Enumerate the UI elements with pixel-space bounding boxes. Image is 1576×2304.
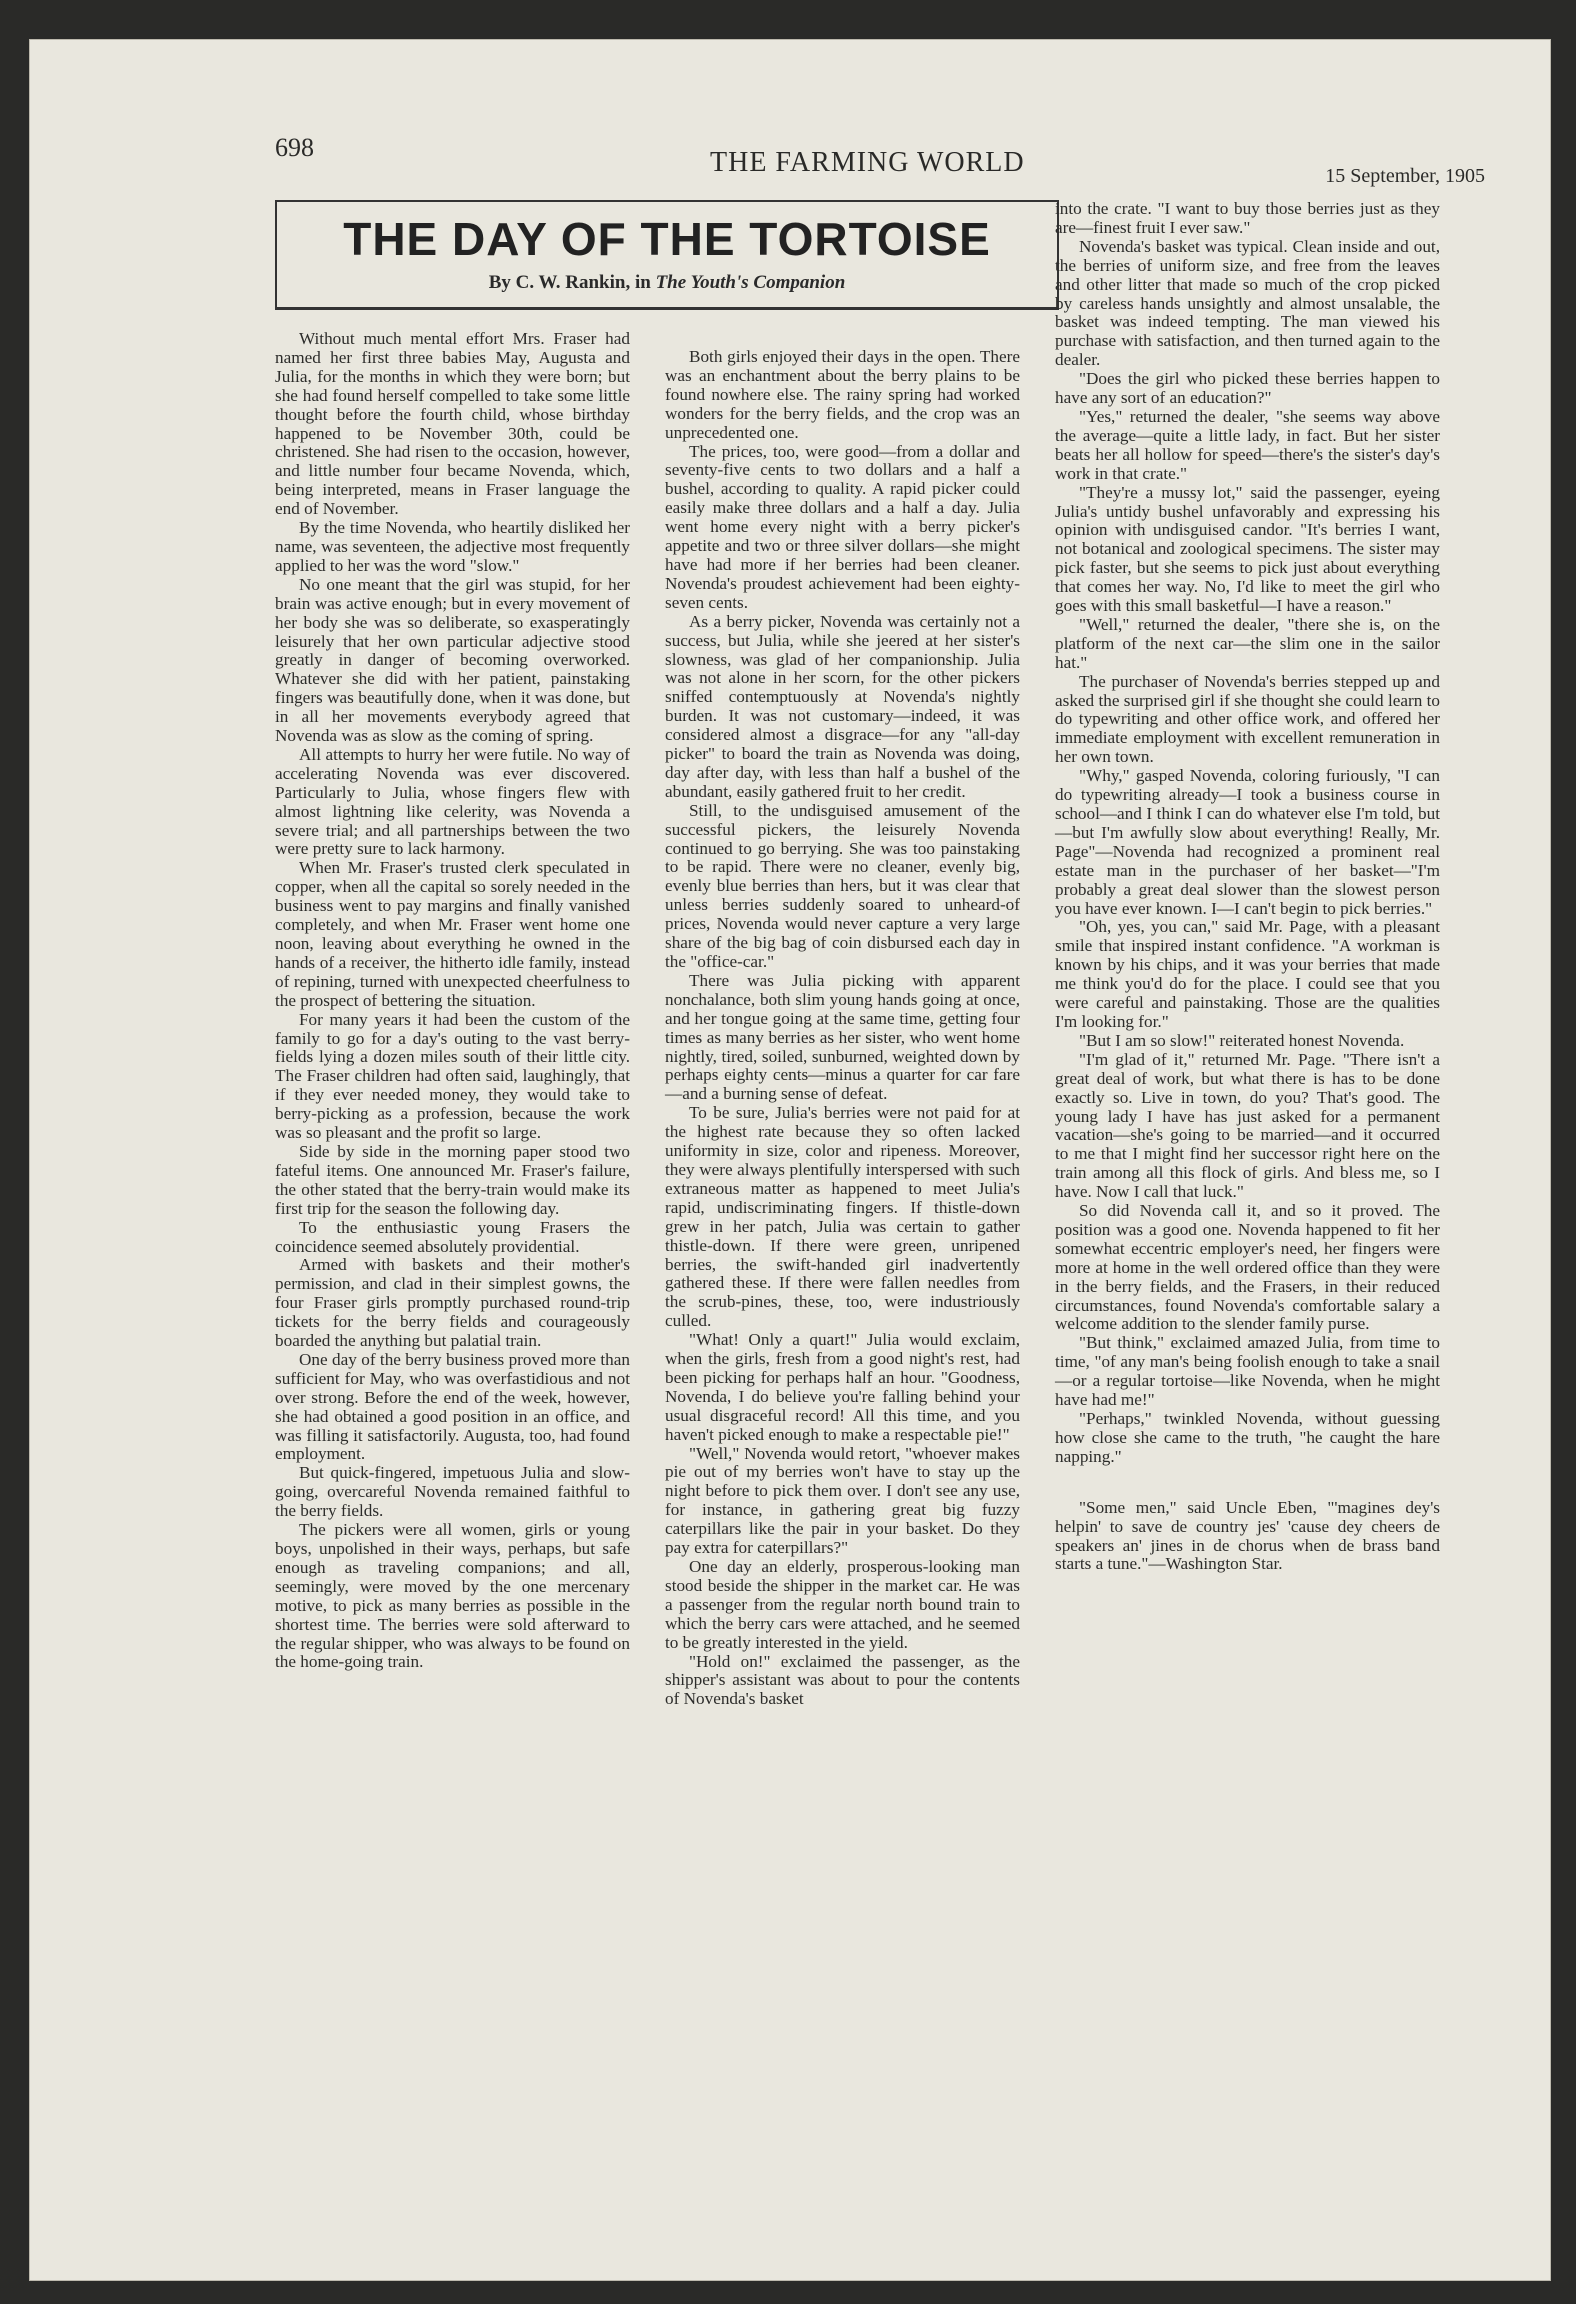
paragraph: To be sure, Julia's berries were not paid for at the highest rate because they so often lacked uniformity in size, color and ripeness. Moreover, they were always plentifully interspersed with such extraneous matter as happened to meet Julia's rapid, undiscriminating fingers. If thistle-down grew in her patch, Julia was certain to gather thistle-down. If there were green, unripened berries, the swift-handed girl inadvertently gathered these. If there were fallen needles from the scrub-pines, these, too, were industriously culled. <box>665 1103 1020 1331</box>
paragraph: Armed with baskets and their mother's permission, and clad in their simplest gowns, the four Fraser girls promptly purchased round-trip tickets for the berry fields and courageously boarded the anything but palatial train. <box>275 1255 630 1351</box>
paragraph: "I'm glad of it," returned Mr. Page. "There isn't a great deal of work, but what there is has to be done exactly so. Live in town, do you? That's good. The young lady I have has just asked for a permanent vacation—she's going to be married—and it occurred to me that I might find her successor right here on the train among all this flock of girls. And bless me, so I have. Now I call that luck." <box>1055 1049 1440 1202</box>
paragraph: No one meant that the girl was stupid, for her brain was active enough; but in every movement of her body she was so deliberate, so exasperatingly leisurely that her own particular adjective stood greatly in danger of becoming overworked. Whatever she did with her patient, painstaking fingers was beautifully done, when it was done, but in all her movements everybody agreed that Novenda was as slow as the coming of spring. <box>275 574 630 746</box>
paragraph: "They're a mussy lot," said the passenger, eyeing Julia's untidy bushel unfavorably and expressing his opinion with undisguised candor. "It's berries I want, not botanical and zoological specimens. The sister may pick faster, but she seems to pick just about everything that comes her way. No, I'd like to meet the girl who goes with this small basketful—I have a reason." <box>1055 482 1440 616</box>
paragraph: So did Novenda call it, and so it proved. The position was a good one. Novenda happened to fit her somewhat eccentric employer's need, her fingers were more at home in the well ordered office than they were in the berry fields, and the Frasers, in their reduced circumstances, found Novenda's comfortable salary a welcome addition to the slender family purse. <box>1055 1201 1440 1334</box>
paragraph: By the time Novenda, who heartily disliked her name, was seventeen, the adjective most frequently applied to her was the word "slow." <box>275 518 630 575</box>
page-header <box>275 105 1485 187</box>
paragraph: For many years it had been the custom of the family to go for a day's outing to the vast berry-fields lying a dozen miles south of their little city. The Fraser children had often said, laughingly, that if they ever needed money, they would take to berry-picking as a profession, because the work was so pleasant and the profit so large. <box>275 1009 630 1143</box>
paragraph: When Mr. Fraser's trusted clerk speculated in copper, when all the capital so sorely needed in the business went to pay margins and finally vanished completely, and when Mr. Fraser went home one noon, leaving about everything he owned in the hands of a receiver, the hitherto idle family, instead of repining, turned with unexpected cheerfulness to the prospect of bettering the situation. <box>275 858 630 1010</box>
byline <box>277 272 1057 294</box>
paragraph: The purchaser of Novenda's berries stepped up and asked the surprised girl if she thought she could learn to do typewriting and other office work, and offered her immediate employment with excellent remuneration in her own town. <box>1055 671 1440 767</box>
paragraph: "Perhaps," twinkled Novenda, without guessing how close she came to the truth, "he caught the hare napping." <box>1055 1409 1440 1466</box>
paragraph: "Why," gasped Novenda, coloring furiously, "I can do typewriting already—I took a business course in school—and I think I can do whatever else I'm told, but—but I'm awfully slow about everything! Really, Mr. Page"—Novenda had recognized a prominent real estate man in the purchaser of her basket—"I'm probably a great deal slower than the slowest person you have ever known. I—I can't begin to pick berries." <box>1055 766 1440 918</box>
magazine-title: THE FARMING WORLD <box>710 147 1025 178</box>
page-number: 698 <box>275 133 314 162</box>
issue-date: 15 September, 1905 <box>1325 165 1485 187</box>
paragraph: Still, to the undisguised amusement of the successful pickers, the leisurely Novenda continued to go berrying. She was too painstaking to be rapid. There were no cleaner, evenly big, evenly blue berries than hers, but it was clear that unless berries suddenly soared to unheard-of prices, Novenda would never capture a very large share of the big bag of coin disbursed each day in the "office-car." <box>665 800 1020 971</box>
paragraph: "Hold on!" exclaimed the passenger, as the shipper's assistant was about to pour the contents of Novenda's basket <box>665 1651 1020 1709</box>
paragraph: "Well," Novenda would retort, "whoever makes pie out of my berries won't have to stay up the night before to pick them over. I don't see any use, for instance, in gathering great big fuzzy caterpillars like the pair in your basket. Do they pay extra for caterpillars?" <box>665 1443 1020 1558</box>
paragraph: One day of the berry business proved more than sufficient for May, who was overfastidious and not over strong. Before the end of the week, however, she had obtained a good position in an office, and was filling it satisfactorily. Augusta, too, had found employment. <box>275 1349 630 1464</box>
filler-quote: "Some men," said Uncle Eben, "'magines dey's helpin' to save de country jes' 'cause dey cheers de speakers an' jines in de chorus when de brass band starts a tune."—Washington Star. <box>1055 1497 1440 1574</box>
paragraph: "What! Only a quart!" Julia would exclaim, when the girls, fresh from a good night's rest, had been picking for perhaps half an hour. "Goodness, Novenda, I do believe you're falling behind your usual disgraceful record! All this time, and you haven't picked enough to make a respectable pie!" <box>665 1330 1020 1444</box>
paragraph: As a berry picker, Novenda was certainly not a success, but Julia, while she jeered at her sister's slowness, was glad of her companionship. Julia was not alone in her scorn, for the other pickers sniffed contemptuously at Novenda's nightly burden. It was not customary—indeed, it was considered almost a disgrace—for any "all-day picker" to board the train as Novenda was doing, day after day, with less than half a bushel of the abundant, easily gathered fruit to her credit. <box>665 611 1020 801</box>
paragraph: But quick-fingered, impetuous Julia and slow-going, overcareful Novenda remained faithful to the berry fields. <box>275 1463 630 1521</box>
paragraph: One day an elderly, prosperous-looking man stood beside the shipper in the market car. He was a passenger from the regular north bound train to which the berry cars were attached, and he seemed to be greatly interested in the yield. <box>665 1557 1020 1652</box>
article-title-box <box>275 200 1059 310</box>
paragraph: "But think," exclaimed amazed Julia, from time to time, "of any man's being foolish enough to take a snail—or a regular tortoise—like Novenda, when he might have had me!" <box>1055 1333 1440 1410</box>
paragraph: The prices, too, were good—from a dollar and seventy-five cents to two dollars and a half a bushel, according to quality. A rapid picker could easily make three dollars and a half a day. Julia went home every night with a berry picker's appetite and two or three silver dollars—she might have had more if her berries had been cleaner. Novenda's proudest achievement had been eighty-seven cents. <box>665 441 1020 612</box>
paragraph: Side by side in the morning paper stood two fateful items. One announced Mr. Fraser's failure, the other stated that the berry-train would make its first trip for the season the following day. <box>275 1141 630 1218</box>
paragraph: "Well," returned the dealer, "there she is, on the platform of the next car—the slim one in the sailor hat." <box>1055 614 1440 672</box>
column-1 <box>275 330 630 1672</box>
paragraph: There was Julia picking with apparent nonchalance, both slim young hands going at once, and her tongue going at the same time, getting four times as many berries as her sister, who went home nightly, tired, soiled, sunburned, weighted down by perhaps eighty cents—minus a quarter for car fare—and a burning sense of defeat. <box>665 970 1020 1104</box>
byline-author: By C. W. Rankin, in <box>488 272 651 293</box>
column-3 <box>1055 200 1440 1574</box>
article-title: THE DAY OF THE TORTOISE <box>343 213 991 265</box>
paragraph: into the crate. "I want to buy those berries just as they are—finest fruit I ever saw." <box>1055 199 1440 237</box>
paragraph: The pickers were all women, girls or young boys, unpolished in their ways, perhaps, but safe enough as traveling companions; and all, seemingly, were moved by the one mercenary motive, to pick as many berries as possible in the shortest time. The berries were sold afterward to the regular shipper, who was always to be found on the home-going train. <box>275 1520 630 1672</box>
paragraph: "Does the girl who picked these berries happen to have any sort of an education?" <box>1055 369 1440 408</box>
paragraph: "But I am so slow!" reiterated honest Novenda. <box>1079 1030 1405 1050</box>
paragraph: All attempts to hurry her were futile. No way of accelerating Novenda was ever discovered. Particularly to Julia, whose fingers flew with almost lightning like celerity, was Novenda a severe trial; and all partnerships between the two were pretty sure to lack harmony. <box>275 744 630 859</box>
paragraph: "Yes," returned the dealer, "she seems way above the average—quite a little lady, in fact. But her sister beats her all hollow for speed—there's the sister's day's work in that crate." <box>1055 406 1440 483</box>
byline-source: The Youth's Companion <box>655 272 846 293</box>
paragraph: Novenda's basket was typical. Clean inside and out, the berries of uniform size, and free from the leaves and other litter that made so much of the crop picked by careless hands unsightly and almost unsalable, the basket was indeed tempting. The man viewed his purchase with satisfaction, and then turned again to the dealer. <box>1055 236 1440 370</box>
paragraph: Both girls enjoyed their days in the open. There was an enchantment about the berry plains to be found nowhere else. The rainy spring had worked wonders for the berry fields, and the crop was an unprecedented one. <box>665 347 1020 442</box>
paragraph: Without much mental effort Mrs. Fraser had named her first three babies May, Augusta and Julia, for the months in which they were born; but she had found herself compelled to take some little thought before the fourth child, whose birthday happened to be November 30th, could be christened. She had risen to the occasion, however, and little number four became Novenda, which, being interpreted, means in Fraser language the end of November. <box>275 329 630 519</box>
paragraph: "Oh, yes, you can," said Mr. Page, with a pleasant smile that inspired instant confidence. "A workman is known by his chips, and it was your berries that made me think you'd do for the place. I could see that you were careful and painstaking. Those are the qualities I'm looking for." <box>1055 917 1440 1031</box>
paragraph: To the enthusiastic young Frasers the coincidence seemed absolutely providential. <box>275 1217 630 1256</box>
column-2 <box>665 348 1020 1709</box>
